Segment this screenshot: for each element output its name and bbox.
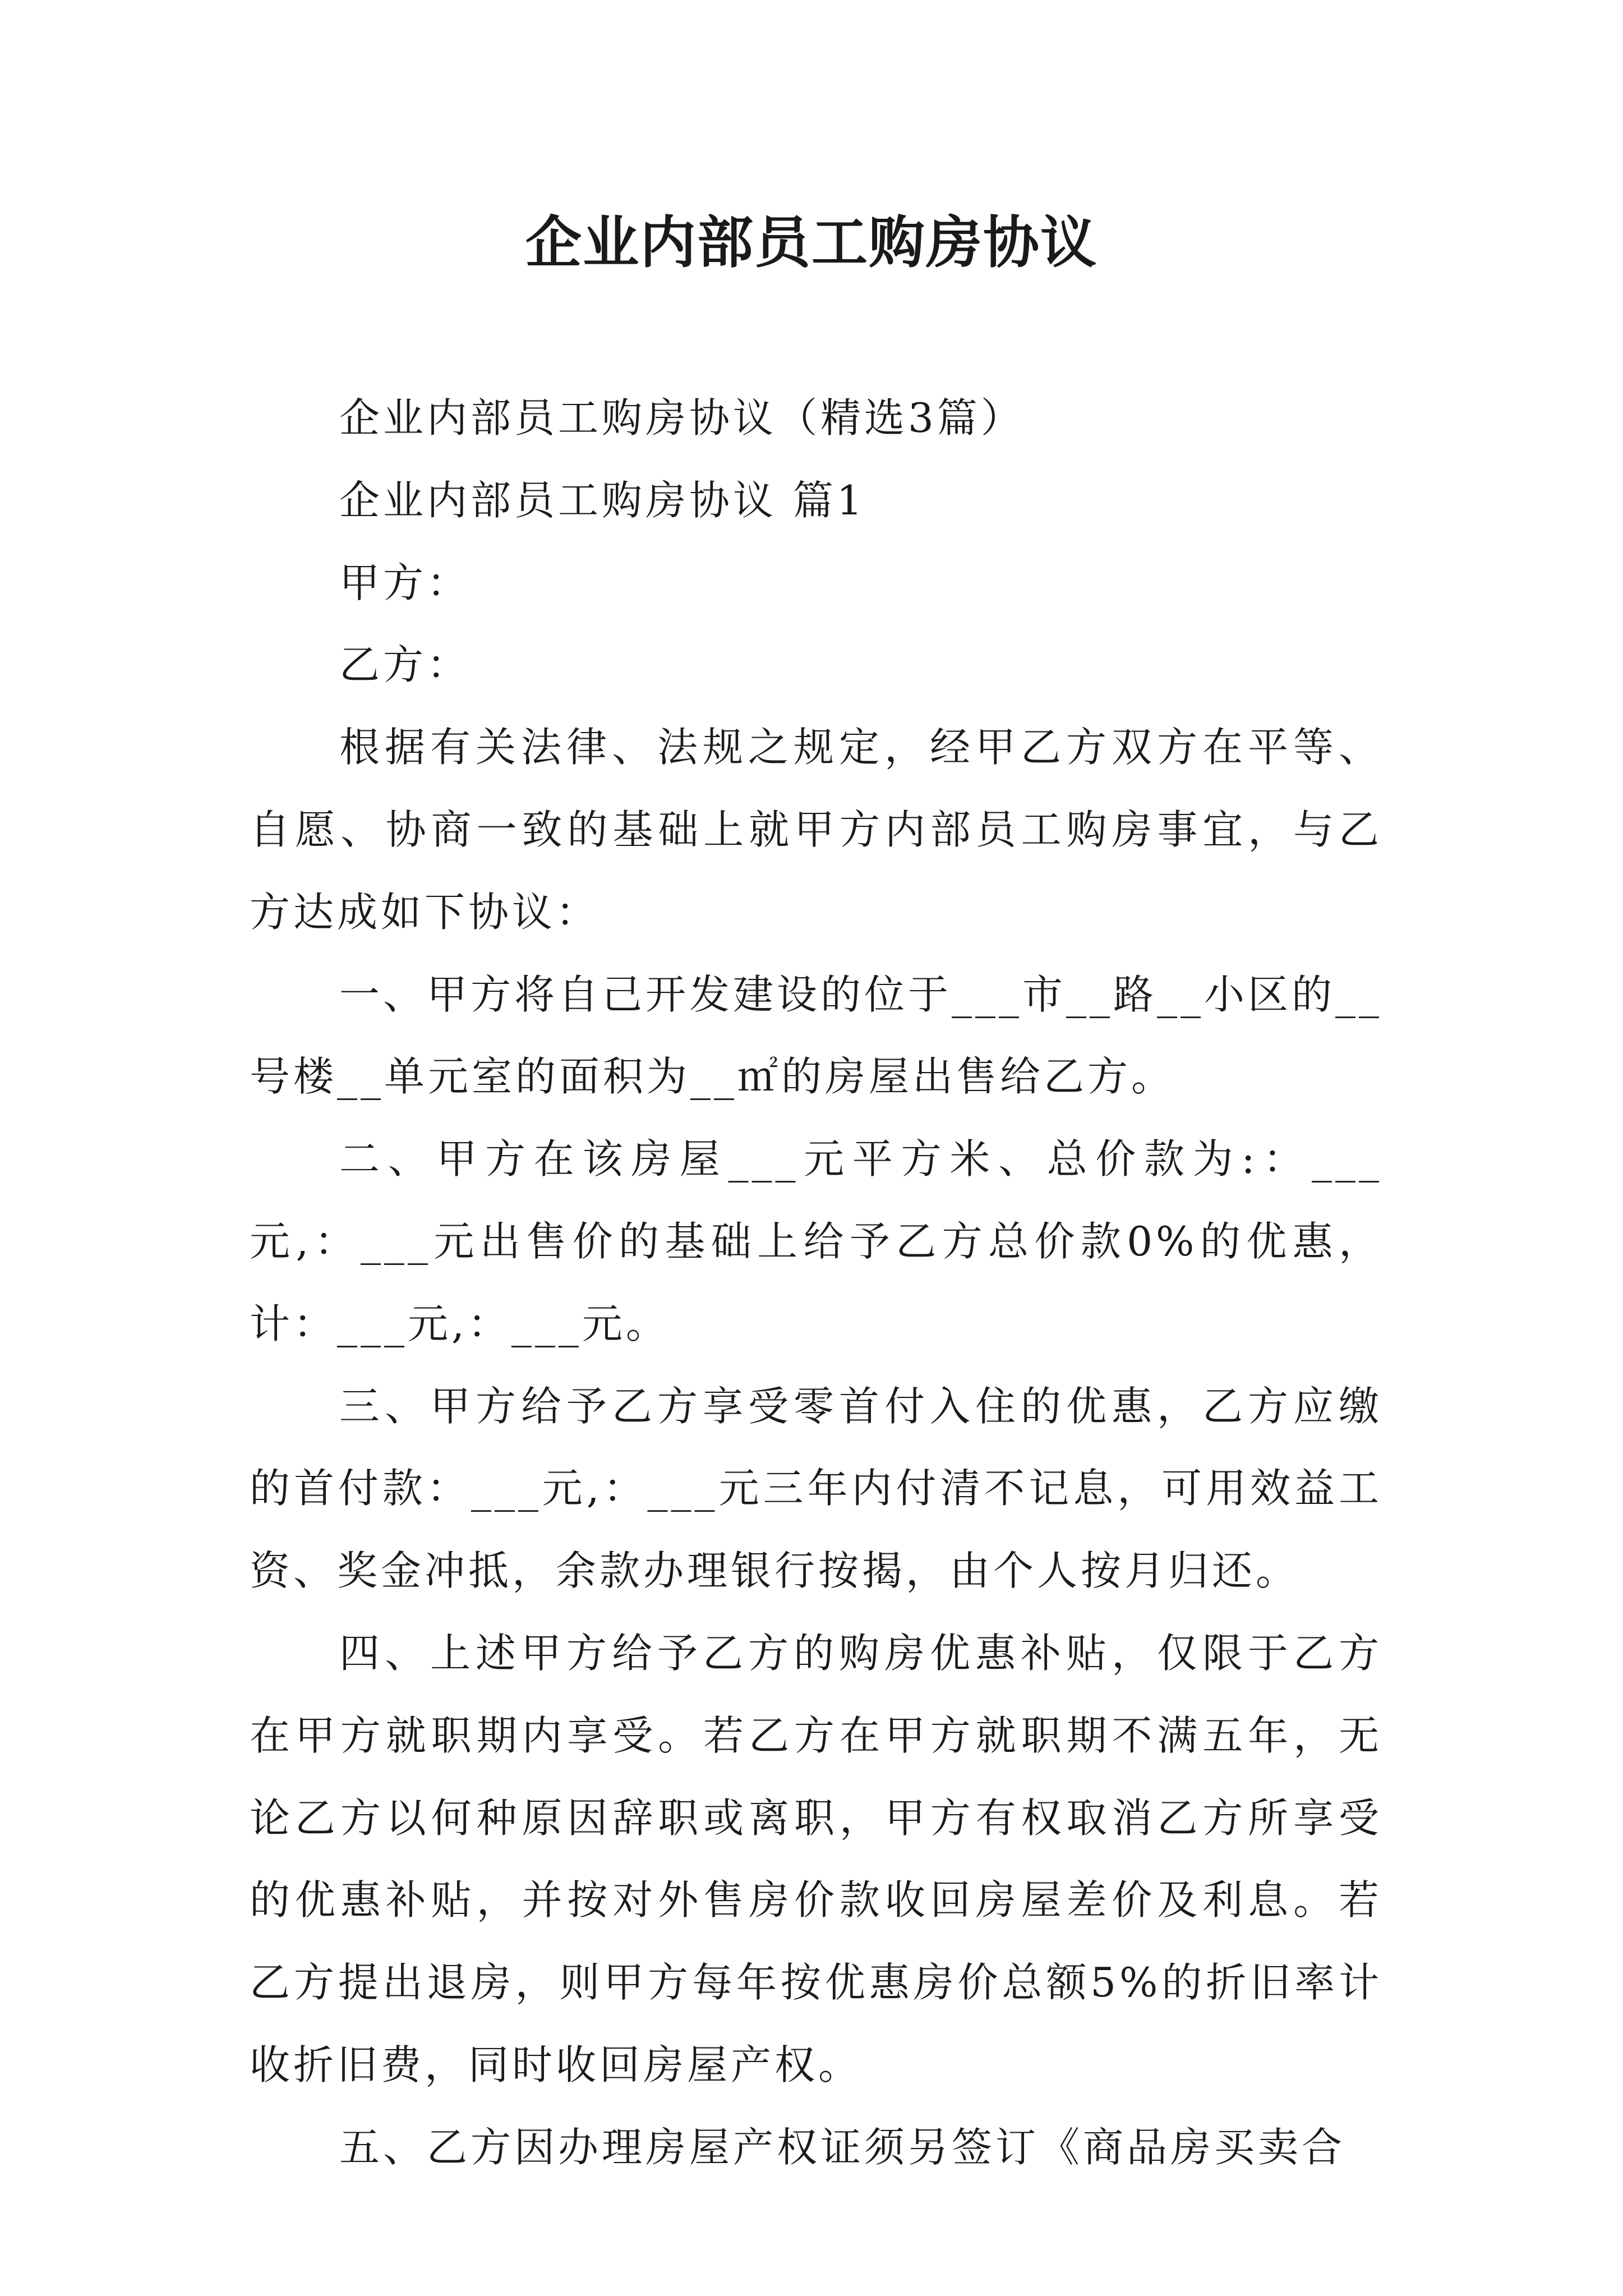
clause-4: 四、上述甲方给予乙方的购房优惠补贴，仅限于乙方在甲方就职期内享受。若乙方在甲方就职期不满五年，无论乙方以何种原因辞职或离职，甲方有权取消乙方所享受的优惠补贴，并按对外售房价款收回房屋差价及利息。若乙方提出退房，则甲方每年按优惠房价总额5%的折旧率计收折旧费，同时收回房屋产权。	[250, 1629, 1382, 2088]
section-heading: 企业内部员工购房协议 篇1	[339, 476, 866, 524]
clause-1: 一、甲方将自己开发建设的位于___市__路__小区的__号楼__单元室的面积为__㎡的房屋出售给乙方。	[250, 970, 1383, 1101]
subtitle-paragraph: 企业内部员工购房协议（精选3篇）	[339, 394, 1025, 441]
document-body	[250, 377, 1382, 2189]
preamble-paragraph: 根据有关法律、法规之规定，经甲乙方双方在平等、自愿、协商一致的基础上就甲方内部员工购房事宜，与乙方达成如下协议：	[250, 724, 1382, 936]
clause-5: 五、乙方因办理房屋产权证须另签订《商品房买卖合	[339, 2123, 1346, 2171]
party-b-line: 乙方：	[339, 641, 471, 689]
party-a-line: 甲方：	[339, 559, 471, 606]
clause-3: 三、甲方给予乙方享受零首付入住的优惠，乙方应缴的首付款：___元,：___元三年内付清不记息，可用效益工资、奖金冲抵，余款办理银行按揭，由个人按月归还。	[250, 1382, 1382, 1595]
clause-2: 二、甲方在该房屋___元平方米、总价款为:：___元,：___元出售价的基础上给予乙方总价款0%的优惠，计：___元,：___元。	[250, 1135, 1382, 1347]
document-title: 企业内部员工购房协议	[525, 209, 1098, 275]
